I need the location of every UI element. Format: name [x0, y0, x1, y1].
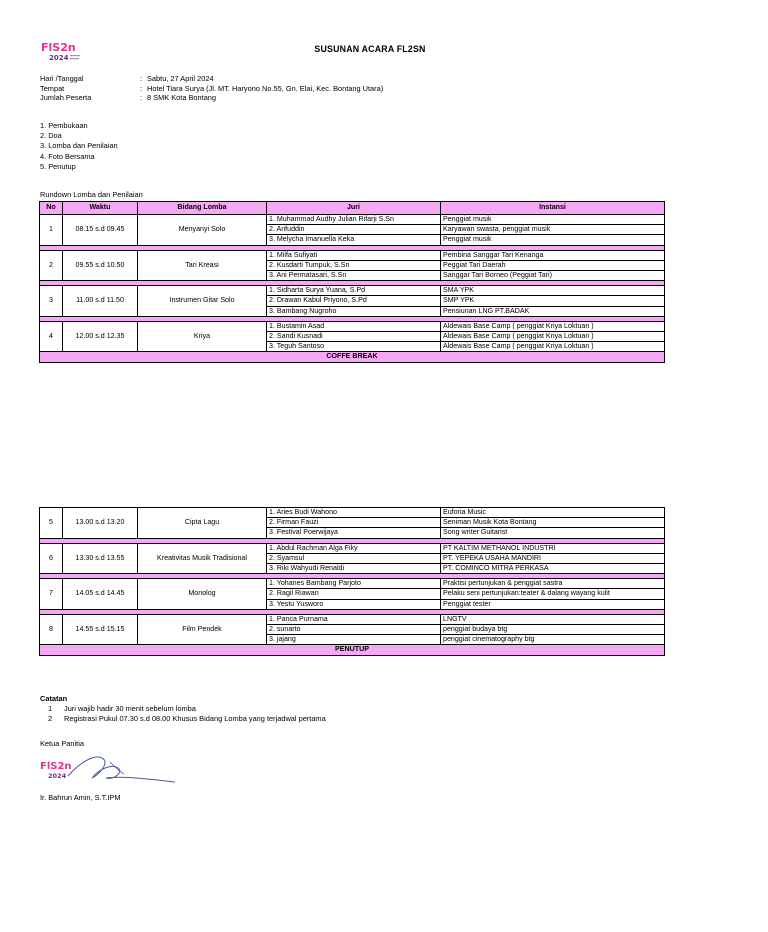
cell-instansi: Penggiat musik: [441, 235, 665, 245]
table-row: [40, 321, 665, 331]
header-bidang: Bidang Lomba: [138, 202, 267, 215]
agenda-item: 2. Doa: [40, 131, 62, 141]
cell-juri: 2. Kusdarti Tumpuk, S.Sn: [267, 260, 441, 270]
agenda-list: [40, 121, 118, 172]
cell-waktu: 09.55 s.d 10.50: [63, 250, 138, 281]
logo-text-top: FlS2n: [40, 761, 72, 772]
table-row: [40, 614, 665, 624]
cell-bidang: Film Pendek: [138, 614, 267, 645]
info-separator: :: [140, 83, 143, 93]
agenda-item: 4. Foto Bersama: [40, 151, 95, 161]
cell-juri: 1. Aries Budi Wahono: [267, 508, 441, 518]
table-row: [40, 543, 665, 553]
header-juri: Juri: [267, 202, 441, 215]
cell-instansi: penggiat budaya btg: [441, 625, 665, 635]
cell-waktu: 08.15 s.d 09.45: [63, 215, 138, 246]
cell-instansi: Peggiat Tari Daerah: [441, 260, 665, 270]
note-item: [40, 714, 326, 724]
note-text: Registrasi Pukul 07.30 s.d 08.00 Khusus Bidang Lomba yang terjadwal pertama: [64, 714, 326, 723]
table-row: [40, 508, 665, 518]
cell-no: 2: [40, 250, 63, 281]
logo-text-bottom: 2024: [48, 772, 67, 780]
cell-waktu: 14.05 s.d 14.45: [63, 579, 138, 610]
cell-no: 6: [40, 543, 63, 574]
signature-stamp: [40, 752, 180, 790]
cell-bidang: Kriya: [138, 321, 267, 352]
info-separator: :: [140, 74, 143, 83]
cell-juri: 3. Bambang Nugroho: [267, 306, 441, 316]
table-row: [40, 250, 665, 260]
agenda-item: 3. Lomba dan Penilaian: [40, 141, 118, 151]
cell-waktu: 14.55 s.d 15.15: [63, 614, 138, 645]
note-number: 2: [48, 714, 53, 723]
table-row: [40, 579, 665, 589]
header-instansi: Instansi: [441, 202, 665, 215]
cell-instansi: Karyawan swasta, penggiat musik: [441, 225, 665, 235]
cell-instansi: LNGTV: [441, 614, 665, 624]
header-waktu: Waktu: [63, 202, 138, 215]
info-label: Jumlah Peserta: [40, 93, 92, 102]
signature-scribble: [68, 757, 175, 782]
info-label: Tempat: [40, 83, 65, 93]
info-value: 8 SMK Kota Bontang: [147, 93, 217, 102]
cell-no: 8: [40, 614, 63, 645]
cell-waktu: 13.00 s.d 13.20: [63, 508, 138, 539]
coffee-break-row: [40, 352, 665, 362]
cell-juri: 2. Ragil Riawan: [267, 589, 441, 599]
page-title: SUSUNAN ACARA FL2SN: [314, 44, 426, 54]
info-separator: :: [140, 93, 143, 102]
cell-bidang: Tari Kreasi: [138, 250, 267, 281]
cell-instansi: SMP YPK: [441, 296, 665, 306]
table-row: [40, 215, 665, 225]
cell-instansi: penggiat cinematography btg: [441, 635, 665, 645]
table-row: [40, 286, 665, 296]
rundown-table-morning: [39, 201, 665, 363]
event-info: [40, 74, 383, 103]
cell-instansi: Pembina Sanggar Tari Kenanga: [441, 250, 665, 260]
info-value: Hotel Tiara Surya (Jl. MT. Haryono No.55, Gn. Elai, Kec. Bontang Utara): [147, 83, 384, 93]
cell-waktu: 13.30 s.d 13.55: [63, 543, 138, 574]
cell-instansi: Praktisi pertunjukan & penggiat sastra: [441, 579, 665, 589]
cell-instansi: SMA YPK: [441, 286, 665, 296]
cell-instansi: Pelaku seni pertunjukan:teater & dalang wayang kulit: [441, 589, 665, 599]
cell-instansi: Aldewais Base Camp ( penggiat Kriya Loktuan ): [441, 342, 665, 352]
cell-no: 7: [40, 579, 63, 610]
signature-role: Ketua Panitia: [40, 739, 84, 748]
cell-juri: 1. Abdul Rachman Alga Fiky: [267, 543, 441, 553]
cell-juri: 2. Syamsul: [267, 553, 441, 563]
notes-section: [40, 694, 326, 724]
cell-bidang: Monolog: [138, 579, 267, 610]
logo-text-top: FlS2n: [41, 41, 76, 54]
closing-label: PENUTUP: [40, 645, 665, 655]
cell-juri: 3. Riki Wahyudi Renaldi: [267, 564, 441, 574]
cell-juri: 2. Drawan Kabul Priyono, S.Pd: [267, 296, 441, 306]
cell-juri: 1. Sidharta Surya Yuana, S.Pd: [267, 286, 441, 296]
info-row-place: [40, 84, 383, 94]
signature-name: Ir. Bahrun Amin, S.T.IPM: [40, 793, 121, 802]
cell-bidang: Menyanyi Solo: [138, 215, 267, 246]
cell-no: 1: [40, 215, 63, 246]
cell-juri: 3. jajang: [267, 635, 441, 645]
cell-juri: 1. Bustamin Asad: [267, 321, 441, 331]
cell-juri: 2. Firman Fauzi: [267, 518, 441, 528]
cell-instansi: Pensiunan LNG PT.BADAK: [441, 306, 665, 316]
cell-instansi: Penggiat musik: [441, 215, 665, 225]
cell-instansi: Aldewais Base Camp ( penggiat Kriya Loktuan ): [441, 332, 665, 342]
header-no: No: [40, 202, 63, 215]
cell-juri: 3. Yestu Yusworo: [267, 599, 441, 609]
agenda-item: 5. Penutup: [40, 161, 76, 171]
cell-instansi: Aldewais Base Camp ( penggiat Kriya Loktuan ): [441, 321, 665, 331]
note-item: [40, 704, 326, 714]
cell-juri: 2. sunarto: [267, 625, 441, 635]
logo-text-bottom: 2024: [49, 54, 69, 62]
notes-heading: Catatan: [40, 694, 68, 703]
agenda-item: 1. Pembukaan: [40, 121, 88, 130]
cell-juri: 1. Milfa Sufiyati: [267, 250, 441, 260]
cell-instansi: Sanggar Tari Borneo (Peggiat Tari): [441, 271, 665, 281]
cell-juri: 3. Melycha Imanuella Keka: [267, 235, 441, 245]
cell-no: 3: [40, 286, 63, 317]
rundown-table-afternoon: [39, 507, 665, 656]
cell-juri: 3. Ani Permatasari, S.Sn: [267, 271, 441, 281]
closing-row: [40, 645, 665, 655]
cell-juri: 1. Muhammad Audhy Julian Rifarji S.Sn: [267, 215, 441, 225]
cell-bidang: Kreativitas Musik Tradisional: [138, 543, 267, 574]
cell-instansi: Penggiat tester: [441, 599, 665, 609]
note-number: 1: [48, 704, 53, 713]
cell-instansi: PT KALTIM METHANOL INDUSTRI: [441, 543, 665, 553]
cell-waktu: 11.00 s.d 11.50: [63, 286, 138, 317]
info-value: Sabtu, 27 April 2024: [147, 74, 214, 83]
cell-instansi: Seniman Musik Kota Bontang: [441, 518, 665, 528]
cell-juri: 2. Arifuddin: [267, 225, 441, 235]
cell-bidang: Instrumen Gitar Solo: [138, 286, 267, 317]
cell-juri: 3. Teguh Santoso: [267, 342, 441, 352]
cell-instansi: PT. COMINCO MITRA PERKASA: [441, 564, 665, 574]
cell-instansi: PT. YEPEKA USAHA MANDIRI: [441, 553, 665, 563]
cell-instansi: Euforia Music: [441, 508, 665, 518]
cell-waktu: 12.00 s.d 12.35: [63, 321, 138, 352]
table-header-row: [40, 202, 665, 215]
cell-juri: 2. Sandi Kusnadi: [267, 332, 441, 342]
cell-juri: 1. Panca Purnama: [267, 614, 441, 624]
cell-no: 4: [40, 321, 63, 352]
cell-bidang: Cipta Lagu: [138, 508, 267, 539]
cell-juri: 1. Yohanes Bambang Parjoto: [267, 579, 441, 589]
cell-instansi: Song writer Guitarist: [441, 528, 665, 538]
info-row-participants: [40, 93, 383, 103]
cell-juri: 3. Festival Poerwijaya: [267, 528, 441, 538]
info-label: Hari /Tanggal: [40, 74, 84, 83]
cell-no: 5: [40, 508, 63, 539]
info-row-date: [40, 74, 383, 84]
rundown-caption: Rundown Lomba dan Penilaian: [40, 190, 143, 199]
coffee-break-label: COFFE BREAK: [40, 352, 665, 362]
note-text: Juri wajib hadir 30 menit sebelum lomba: [64, 704, 196, 713]
